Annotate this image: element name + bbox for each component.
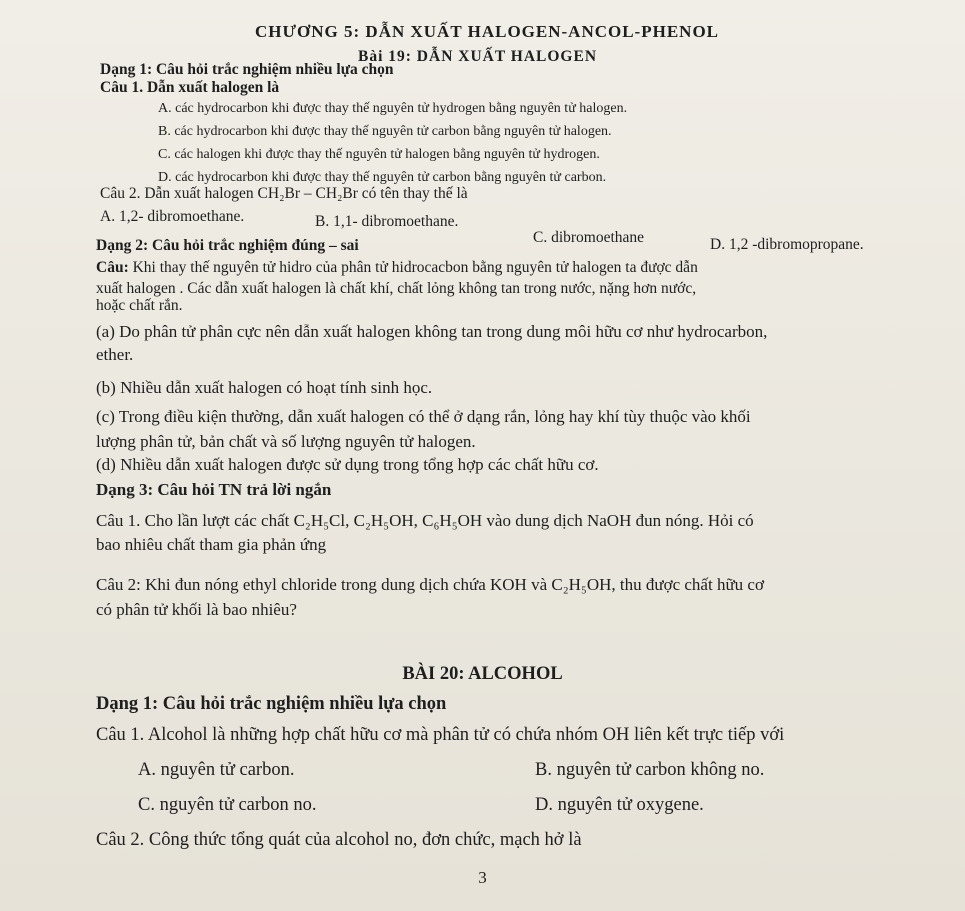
q2-option-b: B. 1,1- dibromoethane. bbox=[315, 213, 459, 230]
q2-option-d: D. 1,2 -dibromopropane. bbox=[710, 236, 864, 253]
short-q2-line-1: Câu 2: Khi đun nóng ethyl chloride trong dung dịch chứa KOH và C₂H₅OH, thu được chất hữu cơ bbox=[96, 575, 764, 594]
s20-q1-option-b: B. nguyên tử carbon không no. bbox=[535, 760, 765, 780]
chapter-title: CHƯƠNG 5: DẪN XUẤT HALOGEN-ANCOL-PHENOL bbox=[255, 22, 720, 41]
s20-q1-option-a: A. nguyên tử carbon. bbox=[138, 760, 295, 780]
s20-q1-stem: Câu 1. Alcohol là những hợp chất hữu cơ mà phân tử có chứa nhóm OH liên kết trực tiếp với bbox=[96, 725, 785, 745]
tf-intro-line-3: hoặc chất rắn. bbox=[96, 297, 183, 314]
tf-statement-c-line-2: lượng phân tử, bản chất và số lượng nguyên tử halogen. bbox=[96, 432, 476, 451]
q2-option-a: A. 1,2- dibromoethane. bbox=[100, 208, 245, 225]
short-q1-line-1: Câu 1. Cho lần lượt các chất C₂H₅Cl, C₂H₅OH, C₆H₅OH vào dung dịch NaOH đun nóng. Hỏi có bbox=[96, 511, 754, 530]
tf-statement-a-line-1: (a) Do phân tử phân cực nên dẫn xuất halogen không tan trong dung môi hữu cơ như hydrocarbon, bbox=[96, 322, 768, 341]
tf-statement-b: (b) Nhiều dẫn xuất halogen có hoạt tính sinh học. bbox=[96, 378, 433, 397]
short-q1-line-2: bao nhiêu chất tham gia phản ứng bbox=[96, 535, 327, 554]
q1-option-b: B. các hydrocarbon khi được thay thế nguyên tử carbon bằng nguyên tử halogen. bbox=[158, 124, 612, 139]
lesson-title: Bài 19: DẪN XUẤT HALOGEN bbox=[358, 48, 598, 65]
type1-heading: Dạng 1: Câu hỏi trắc nghiệm nhiều lựa chọn bbox=[100, 61, 394, 78]
s20-q2-stem: Câu 2. Công thức tổng quát của alcohol no, đơn chức, mạch hở là bbox=[96, 830, 582, 850]
s20-q1-option-d: D. nguyên tử oxygene. bbox=[535, 795, 704, 815]
type2-heading: Dạng 2: Câu hỏi trắc nghiệm đúng – sai bbox=[96, 237, 359, 254]
section20-title: BÀI 20: ALCOHOL bbox=[402, 664, 563, 684]
short-q2-line-2: có phân tử khối là bao nhiêu? bbox=[96, 600, 297, 619]
q2-option-c: C. dibromoethane bbox=[533, 229, 645, 246]
tf-statement-c-line-1: (c) Trong điều kiện thường, dẫn xuất halogen có thể ở dạng rắn, lỏng hay khí tùy thuộc vào khối bbox=[96, 407, 751, 426]
q2-stem: Câu 2. Dẫn xuất halogen CH₂Br – CH₂Br có tên thay thế là bbox=[100, 185, 468, 202]
q1-option-d: D. các hydrocarbon khi được thay thế nguyên tử carbon bằng nguyên tử carbon. bbox=[158, 170, 607, 185]
q1-option-a: A. các hydrocarbon khi được thay thế nguyên tử hydrogen bằng nguyên tử halogen. bbox=[158, 101, 628, 116]
q1-stem: Câu 1. Dẫn xuất halogen là bbox=[100, 79, 280, 96]
tf-statement-a-line-2: ether. bbox=[96, 345, 134, 364]
q1-option-c: C. các halogen khi được thay thế nguyên tử halogen bằng nguyên tử hydrogen. bbox=[158, 147, 600, 162]
tf-intro-line-1: Câu: Khi thay thế nguyên tử hidro của phân tử hidrocacbon bằng nguyên tử halogen ta được dẫn bbox=[96, 259, 698, 276]
tf-intro-line-2: xuất halogen . Các dẫn xuất halogen là chất khí, chất lỏng không tan trong nước, nặng hơn nước, bbox=[96, 280, 697, 297]
type3-heading: Dạng 3: Câu hỏi TN trả lời ngắn bbox=[96, 480, 332, 499]
s20-q1-option-c: C. nguyên tử carbon no. bbox=[138, 795, 317, 815]
page-number: 3 bbox=[478, 868, 487, 887]
section20-type1-heading: Dạng 1: Câu hỏi trắc nghiệm nhiều lựa chọn bbox=[96, 694, 447, 714]
tf-statement-d: (d) Nhiều dẫn xuất halogen được sử dụng trong tổng hợp các chất hữu cơ. bbox=[96, 455, 599, 474]
